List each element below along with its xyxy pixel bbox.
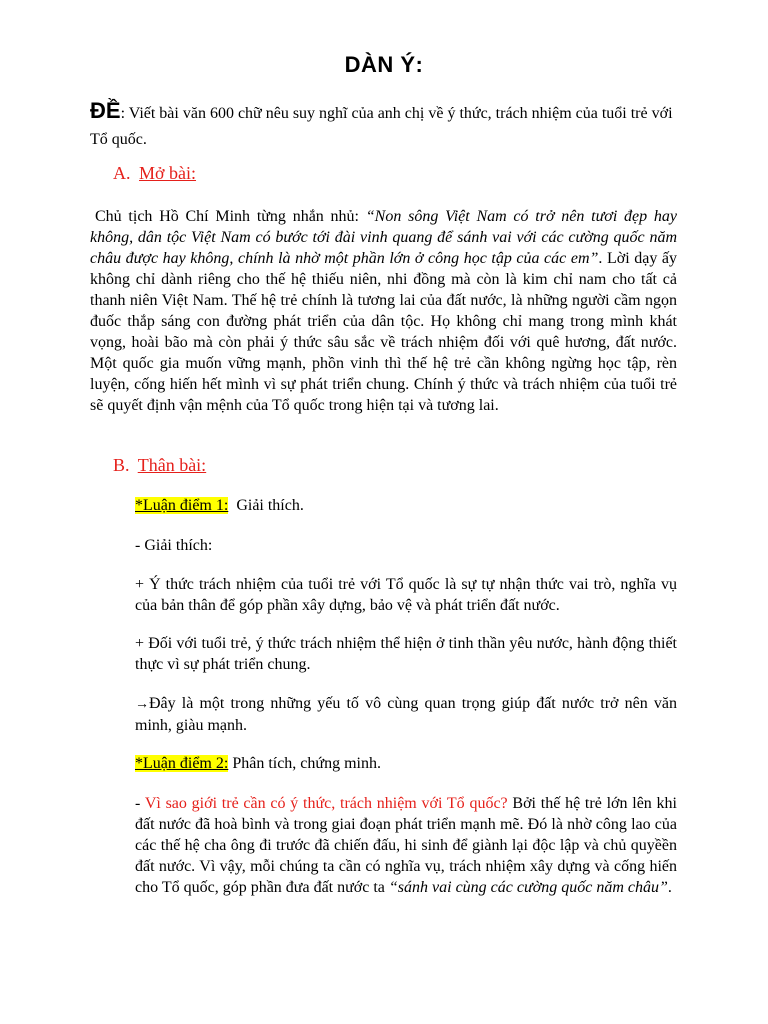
argument-1: [135, 495, 677, 516]
argument-text: Giải thích.: [228, 497, 304, 514]
intro-rest: . Lời dạy ấy không chỉ dành riêng cho thế hệ thiếu niên, nhi đồng mà còn là kim chỉ nam cho tất cả thanh niên Việt Nam. Thế hệ trẻ chính là tương lai của đất nước, là những người cầm ngọn đuốc thắp sáng con đường phát triển của dân tộc. Họ không chỉ mang trong mình khát vọng, hoài bão mà còn phải ý thức sâu sắc về trách nhiệm đối với quê hương, đất nước. Một quốc gia muốn vững mạnh, phồn vinh thì thế hệ trẻ cần không ngừng học tập, rèn luyện, cống hiến hết mình vì sự phát triển chung. Chính ý thức và trách nhiệm của tuổi trẻ sẽ quyết định vận mệnh của Tổ quốc trong hiện tại và tương lai.: [90, 250, 678, 414]
section-name: Mở bài:: [139, 163, 197, 183]
explain-heading: - Giải thích:: [135, 537, 213, 554]
explain-item-1: + Ý thức trách nhiệm của tuổi trẻ với Tổ quốc là sự tự nhận thức vai trò, nghĩa vụ của bản thân để góp phần xây dựng, bảo vệ và phát triển đất nước.: [135, 576, 677, 614]
why-answer: Bởi thế hệ trẻ lớn lên khi đất nước đã hoà bình và trong giai đoạn phát triển mạnh mẽ. Đó là nhờ công lao của các thế hệ cha ông đi trước đã chiến đấu, hi sinh để giành lại độc lập và chủ quyềền đất nước. Vì vậy, mỗi chúng ta cần có nghĩa vụ, trách nhiệm xây dựng và cống hiến cho Tổ quốc, góp phần đưa đất nước ta: [135, 795, 677, 896]
prompt-text: : Viết bài văn 600 chữ nêu suy nghĩ của anh chị về ý thức, trách nhiệm của tuổi trẻ với Tổ quốc.: [90, 105, 673, 148]
argument-label: *Luận điểm 1:: [135, 497, 229, 514]
why-quote: “sánh vai cùng các cường quốc năm châu”: [388, 879, 668, 896]
conclusion-text: Đây là một trong những yếu tố vô cùng quan trọng giúp đất nước trở nên văn minh, giàu mạnh.: [135, 695, 677, 734]
argument-text: Phân tích, chứng minh.: [228, 755, 381, 772]
explain-conclusion: [135, 693, 677, 736]
arrow-icon: →: [135, 697, 149, 712]
section-letter: B.: [113, 455, 130, 475]
explain-item-2: + Đối với tuổi trẻ, ý thức trách nhiệm thể hiện ở tinh thần yêu nước, hành động thiết thực vì sự phát triển chung.: [135, 635, 677, 673]
section-letter: A.: [113, 163, 131, 183]
intro-lead: Chủ tịch Hồ Chí Minh từng nhắn nhủ:: [95, 208, 366, 225]
page-title: DÀN Ý:: [344, 52, 424, 77]
why-end: .: [667, 879, 672, 896]
intro-quote: “Non sông Việt Nam có trở nên tươi đẹp hay không, dân tộc Việt Nam có bước tới đài vinh quang để sánh vai với các cường quốc năm châu được hay không, chính là nhờ một phần lớn ở công học tập của các em”: [90, 208, 678, 267]
section-heading-a: [113, 163, 196, 184]
section-name: Thân bài:: [137, 455, 207, 475]
prompt-label: ĐỀ: [90, 98, 121, 123]
why-dash: -: [135, 795, 145, 812]
essay-prompt: [90, 98, 690, 153]
why-paragraph: [135, 793, 677, 898]
intro-paragraph: [90, 206, 677, 416]
section-heading-b: [113, 455, 206, 476]
argument-label: *Luận điểm 2:: [135, 755, 229, 772]
why-question: Vì sao giới trẻ cần có ý thức, trách nhiệm với Tổ quốc?: [144, 795, 508, 812]
argument-2: [135, 753, 677, 774]
